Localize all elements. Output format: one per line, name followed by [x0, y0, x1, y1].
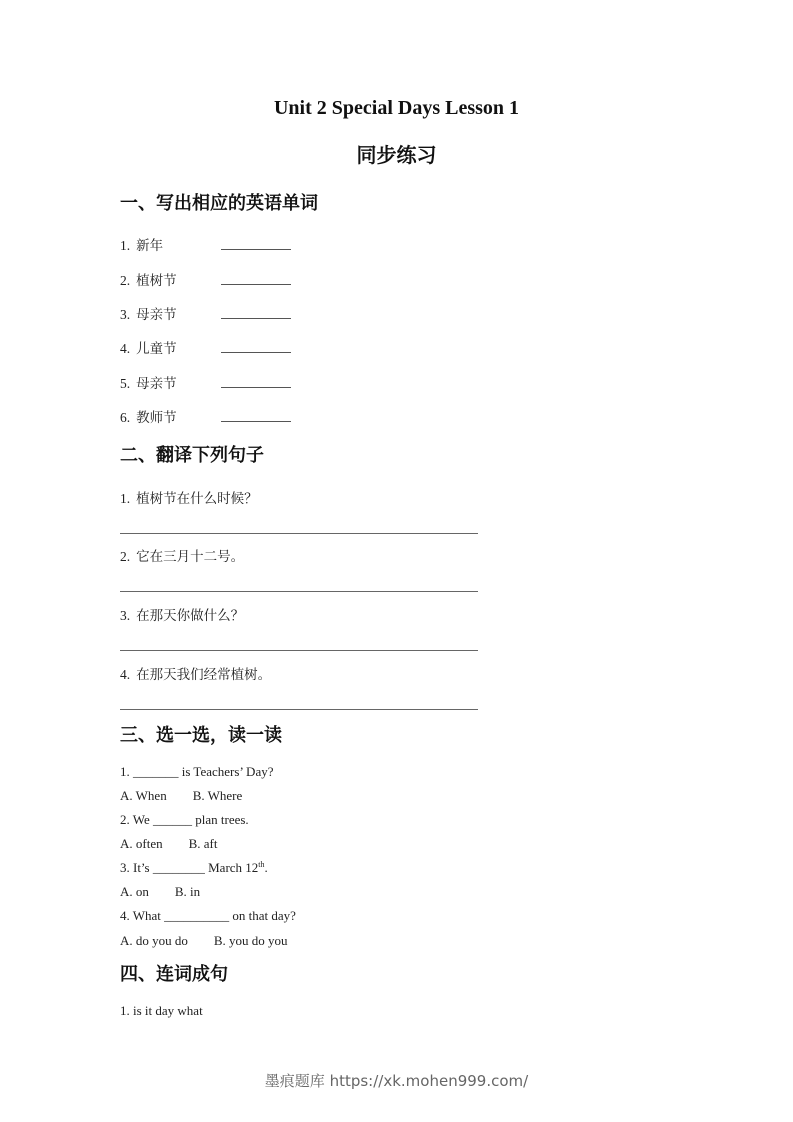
option-a[interactable]: A. When: [120, 788, 167, 803]
answer-blank[interactable]: [221, 248, 291, 250]
answer-line[interactable]: [120, 591, 478, 592]
mc-options: [120, 884, 200, 900]
word-item: 2. 植树节: [120, 273, 177, 289]
translate-item: 3. 在那天你做什么？: [120, 608, 245, 624]
option-b[interactable]: B. Where: [192, 788, 243, 803]
mc-question: 3. It’s ________ March 12th.: [120, 860, 268, 875]
option-b[interactable]: B. aft: [188, 836, 218, 851]
answer-blank[interactable]: [221, 420, 291, 422]
answer-line[interactable]: [120, 533, 478, 534]
mc-question: 4. What __________ on that day?: [120, 908, 296, 923]
answer-line[interactable]: [120, 650, 478, 651]
word-item: 6. 教师节: [120, 410, 177, 426]
word-item: 4. 儿童节: [120, 341, 177, 357]
section-4-heading: 四、连词成句: [120, 964, 228, 985]
page-subtitle: 同步练习: [356, 143, 437, 167]
translate-item: 4. 在那天我们经常植树。: [120, 667, 272, 683]
word-item: 5. 母亲节: [120, 376, 177, 392]
word-item: 1. 新年: [120, 238, 164, 254]
translate-item: 1. 植树节在什么时候？: [120, 491, 258, 507]
section-1-heading: 一、写出相应的英语单词: [120, 193, 318, 214]
translate-item: 2. 它在三月十二号。: [120, 549, 245, 565]
mc-options: [120, 836, 218, 852]
answer-blank[interactable]: [221, 317, 291, 319]
answer-blank[interactable]: [221, 351, 291, 353]
word-item: 3. 母亲节: [120, 307, 177, 323]
option-a[interactable]: A. on: [120, 884, 149, 899]
word-order-item: 1. is it day what: [120, 1003, 203, 1018]
option-b[interactable]: B. you do you: [213, 933, 288, 948]
section-2-heading: 二、翻译下列句子: [120, 445, 264, 466]
option-b[interactable]: B. in: [174, 884, 201, 899]
page-title: Unit 2 Special Days Lesson 1: [273, 97, 520, 119]
mc-question: 2. We ______ plan trees.: [120, 812, 249, 827]
option-a[interactable]: A. often: [120, 836, 163, 851]
option-a[interactable]: A. do you do: [120, 933, 188, 948]
answer-blank[interactable]: [221, 386, 291, 388]
answer-blank[interactable]: [221, 283, 291, 285]
answer-line[interactable]: [120, 709, 478, 710]
section-3-heading: 三、选一选，读一读: [120, 725, 282, 746]
watermark-footer: 墨痕题库 https://xk.mohen999.com/: [264, 1072, 529, 1090]
mc-options: [120, 788, 242, 804]
mc-options: [120, 933, 288, 949]
mc-question: 1. _______ is Teachers’ Day?: [120, 764, 274, 779]
